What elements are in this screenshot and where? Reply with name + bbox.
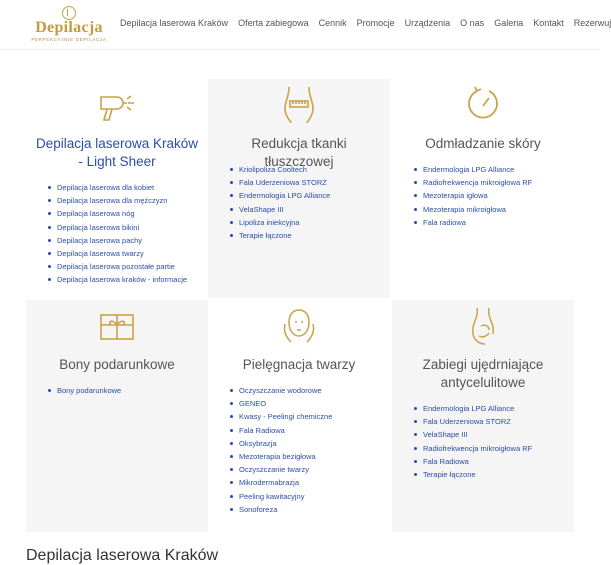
service-list [414,402,568,481]
gift-card-icon [26,312,208,356]
site-header [0,0,611,50]
logo-tagline: PERFEKCYJNIE DEPILACJA [31,37,107,42]
card-title[interactable]: Zabiegi ujędrniające antycelulitowe [422,357,544,390]
service-list [48,181,202,287]
nav-item-o-nas[interactable]: O nas [460,18,485,28]
list-item[interactable]: Depilacja laserowa bikini [48,221,202,234]
list-item[interactable]: Endermologia LPG Alliance [230,189,384,202]
hair-dryer-laser-icon [26,87,208,131]
card-title[interactable]: Redukcja tkanki tłuszczowej [251,136,347,169]
card-title[interactable]: Pielęgnacja twarzy [242,357,356,372]
list-item[interactable]: VelaShape III [230,203,384,216]
section-heading: Depilacja laserowa Kraków [26,547,219,564]
list-item[interactable]: Depilacja laserowa twarzy [48,247,202,260]
main-nav [120,18,611,32]
nav-item-cennik[interactable]: Cennik [318,18,347,28]
card-title[interactable]: Depilacja laserowa Kraków - Light Sheer [35,136,199,169]
list-item[interactable]: Sonoforeza [230,503,384,516]
list-item[interactable]: Fala Radiowa [414,455,568,468]
nav-item-urzadzenia[interactable]: Urządzenia [404,18,451,28]
service-list [230,384,384,516]
list-item[interactable]: Terapie łączone [414,468,568,481]
list-item[interactable]: Depilacja laserowa pozostałe partie [48,260,202,273]
nav-item-oferta[interactable]: Oferta zabiegowa [238,18,309,28]
body-firming-icon [392,306,574,350]
service-list [414,163,568,229]
service-list [48,384,202,397]
logo-mark-icon [62,6,76,20]
nav-item-galeria[interactable]: Galeria [494,18,524,28]
site-logo[interactable] [26,6,112,46]
list-item[interactable]: Depilacja laserowa nóg [48,207,202,220]
list-item[interactable]: Mezoterapia igłowa [414,189,568,202]
list-item[interactable]: Oksybrazja [230,437,384,450]
card-title[interactable]: Odmładzanie skóry [425,136,541,151]
service-card-bony [26,300,208,532]
list-item[interactable]: Endermologia LPG Alliance [414,163,568,176]
list-item[interactable]: Depilacja laserowa dla kobiet [48,181,202,194]
list-item[interactable]: Terapie łączone [230,229,384,242]
list-item[interactable]: Oczyszczanie twarzy [230,463,384,476]
body-measure-icon [208,85,390,129]
list-item[interactable]: Fala radiowa [414,216,568,229]
face-care-icon [208,306,390,350]
list-item[interactable]: Mezoterapia bezigłowa [230,450,384,463]
list-item[interactable]: Kwasy - Peelingi chemiczne [230,410,384,423]
list-item[interactable]: Radiofrekwencja mikroigłowa RF [414,176,568,189]
service-card-depilacja [26,79,208,298]
list-item[interactable]: Fala Radiowa [230,424,384,437]
list-item[interactable]: Fala Uderzeniowa STORZ [230,176,384,189]
list-item[interactable]: Peeling kawitacyjny [230,490,384,503]
nav-item-promocje[interactable]: Promocje [356,18,395,28]
list-item[interactable]: Depilacja laserowa dla mężczyzn [48,194,202,207]
list-item[interactable]: Radiofrekwencja mikroigłowa RF [414,442,568,455]
logo-name: Depilacja [35,19,103,36]
list-item[interactable]: Lipoliza iniekcyjna [230,216,384,229]
list-item[interactable]: VelaShape III [414,428,568,441]
list-item[interactable]: GENEO [230,397,384,410]
list-item[interactable]: Mezoterapia mikroigłowa [414,203,568,216]
nav-item-kontakt[interactable]: Kontakt [533,18,564,28]
nav-item-depilacja[interactable]: Depilacja laserowa Kraków [120,18,229,28]
list-item[interactable]: Mikrodermabrazja [230,476,384,489]
list-item[interactable]: Depilacja laserowa pachy [48,234,202,247]
list-item[interactable]: Bony podarunkowe [48,384,202,397]
clock-rejuvenation-icon [392,86,574,130]
service-card-odmladzanie [392,79,574,298]
service-card-ujedrniajace [392,300,574,532]
service-list [230,163,384,242]
service-card-redukcja [208,79,390,298]
list-item[interactable]: Fala Uderzeniowa STORZ [414,415,568,428]
nav-item-rezerwuj[interactable]: Rezerwuj [573,18,611,28]
list-item[interactable]: Depilacja laserowa kraków - informacje [48,273,202,286]
list-item[interactable]: Endermologia LPG Alliance [414,402,568,415]
card-title[interactable]: Bony podarunkowe [59,357,175,372]
list-item[interactable]: Kriolipoliza Cooltech [230,163,384,176]
service-card-pielegnacja [208,300,390,532]
list-item[interactable]: Oczyszczanie wodorowe [230,384,384,397]
